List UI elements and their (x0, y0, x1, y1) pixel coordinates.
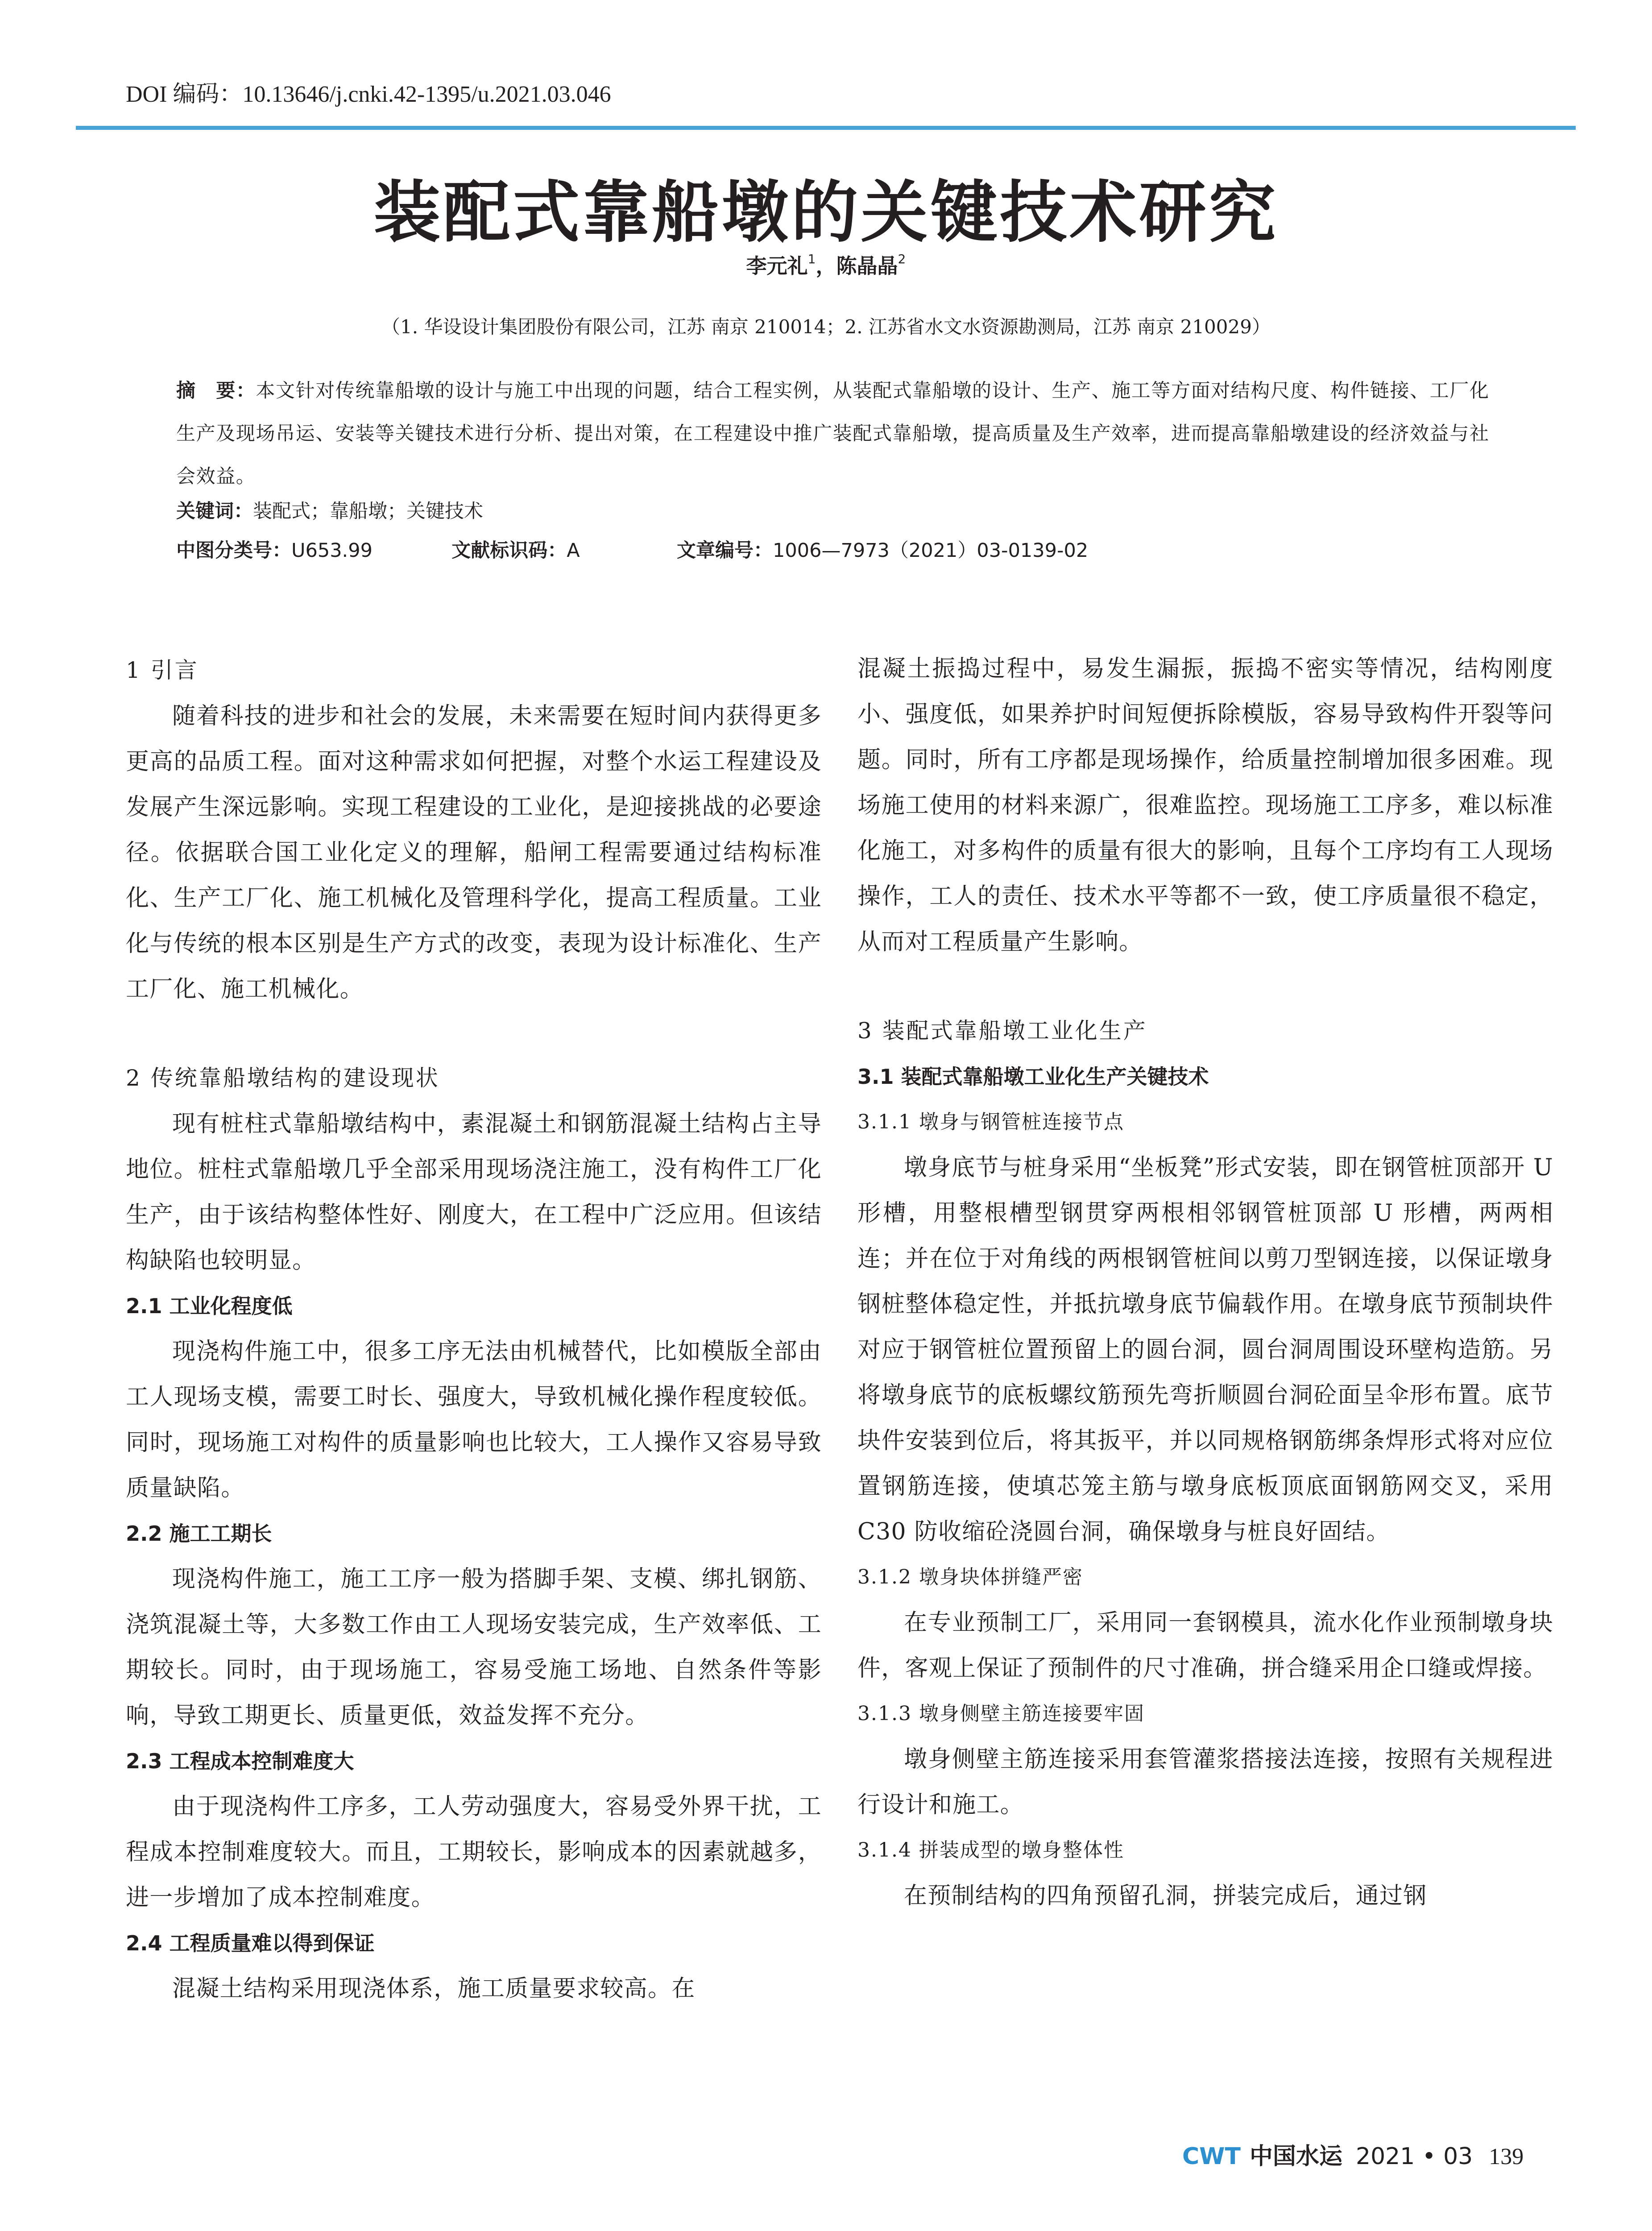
section-3-1-3-heading: 3.1.3 墩身侧壁主筋连接要牢固 (857, 1702, 1145, 1725)
author-2: 陈晶晶 (836, 254, 898, 278)
section-3-1-3-paragraph: 墩身侧壁主筋连接采用套管灌浆搭接法连接，按照有关规程进行设计和施工。 (857, 1746, 1553, 1818)
page-number: 139 (1489, 2144, 1524, 2169)
doc-code-label: 文献标识码： (451, 539, 567, 562)
left-column (126, 647, 822, 2011)
section-3-1-4-heading: 3.1.4 拼装成型的墩身整体性 (857, 1839, 1124, 1862)
right-column (857, 646, 1553, 1919)
section-2-4-heading: 2.4 工程质量难以得到保证 (126, 1931, 375, 1955)
section-2-2-heading: 2.2 施工工期长 (126, 1522, 272, 1546)
section-2-heading: 2 传统靠船墩结构的建设现状 (126, 1065, 440, 1091)
article-no-value: 1006—7973（2021）03-0139-02 (773, 539, 1089, 562)
section-3-heading: 3 装配式靠船墩工业化生产 (857, 1018, 1147, 1044)
keywords-label: 关键词： (176, 500, 253, 523)
doi-line: DOI 编码：10.13646/j.cnki.42-1395/u.2021.03.046 (126, 82, 611, 107)
keywords-line (176, 496, 483, 523)
section-3-1-1-paragraph: 墩身底节与桩身采用“坐板凳”形式安装，即在钢管桩顶部开 U 形槽，用整根槽型钢贯穿两根相邻钢管桩顶部 U 形槽，两两相连；并在位于对角线的两根钢管桩间以剪刀型钢连接，以保证墩身钢桩整体稳定性，并抵抗墩身底节偏载作用。在墩身底节预制块件对应于钢管桩位置预留上的圆台洞，圆台洞周围设环壁构造筋。另将墩身底节的底板螺纹筋预先弯折顺圆台洞砼面呈伞形布置。底节块件安装到位后，将其扳平，并以同规格钢筋绑条焊形式将对应位置钢筋连接，使填芯笼主筋与墩身底板顶底面钢筋网交叉，采用 C30 防收缩砼浇圆台洞，确保墩身与桩良好固结。 (857, 1154, 1553, 1545)
section-2-2-paragraph: 现浇构件施工，施工工序一般为搭脚手架、支模、绑扎钢筋、浇筑混凝土等，大多数工作由工人现场安装完成，生产效率低、工期较长。同时，由于现场施工，容易受施工场地、自然条件等影响，导致工期更长、质量更低，效益发挥不充分。 (126, 1566, 822, 1729)
brand-logo: CWT (1182, 2143, 1241, 2170)
section-2-3-paragraph: 由于现浇构件工序多，工人劳动强度大，容易受外界干扰，工程成本控制难度较大。而且，工期较长，影响成本的因素就越多，进一步增加了成本控制难度。 (126, 1793, 822, 1911)
section-2-paragraph: 现有桩柱式靠船墩结构中，素混凝土和钢筋混凝土结构占主导地位。桩柱式靠船墩几乎全部采用现场浇注施工，没有构件工厂化生产，由于该结构整体性好、刚度大，在工程中广泛应用。但该结构缺陷也较明显。 (126, 1111, 822, 1274)
magazine-name: 中国水运 (1250, 2143, 1343, 2170)
clc-value: U653.99 (291, 539, 373, 562)
abstract-label: 摘 要： (176, 380, 256, 402)
page-footer (1182, 2137, 1524, 2171)
section-3-1-2-heading: 3.1.2 墩身块体拼缝严密 (857, 1566, 1083, 1588)
author-1-sup: 1 (807, 252, 816, 266)
section-3-1-heading: 3.1 装配式靠船墩工业化生产关键技术 (857, 1065, 1209, 1089)
abstract-text: 本文针对传统靠船墩的设计与施工中出现的问题，结合工程实例，从装配式靠船墩的设计、生产、施工等方面对结构尺度、构件链接、工厂化生产及现场吊运、安装等关键技术进行分析、提出对策，在工程建设中推广装配式靠船墩，提高质量及生产效率，进而提高靠船墩建设的经济效益与社会效益。 (176, 380, 1490, 488)
section-3-1-1-heading: 3.1.1 墩身与钢管桩连接节点 (857, 1111, 1124, 1133)
section-1-paragraph: 随着科技的进步和社会的发展，未来需要在短时间内获得更多更高的品质工程。面对这种需求如何把握，对整个水运工程建设及发展产生深远影响。实现工程建设的工业化，是迎接挑战的必要途径。依据联合国工业化定义的理解，船闸工程需要通过结构标准化、生产工厂化、施工机械化及管理科学化，提高工程质量。工业化与传统的根本区别是生产方式的改变，表现为设计标准化、生产工厂化、施工机械化。 (126, 703, 822, 1003)
section-1-heading: 1 引言 (126, 657, 199, 683)
abstract (176, 369, 1497, 498)
section-2-1-heading: 2.1 工业化程度低 (126, 1294, 293, 1318)
doc-code-value: A (567, 539, 580, 562)
author-line (0, 250, 1652, 279)
section-2-1-paragraph: 现浇构件施工中，很多工序无法由机械替代，比如模版全部由工人现场支模，需要工时长、强度大，导致机械化操作程度较低。同时，现场施工对构件的质量影响也比较大，工人操作又容易导致质量缺陷。 (126, 1338, 822, 1501)
clc-label: 中图分类号： (176, 539, 291, 562)
affiliation: （1. 华设设计集团股份有限公司，江苏 南京 210014；2. 江苏省水文水资源勘测局，江苏 南京 210029） (381, 316, 1271, 338)
issue-number: 2021 • 03 (1356, 2143, 1473, 2170)
section-2-3-heading: 2.3 工程成本控制难度大 (126, 1749, 354, 1773)
keywords-text: 装配式；靠船墩；关键技术 (253, 500, 483, 523)
article-no-label: 文章编号： (677, 539, 773, 562)
author-separator: ， (816, 254, 836, 278)
section-2-4-paragraph: 混凝土结构采用现浇体系，施工质量要求较高。在 (172, 1975, 696, 2002)
section-2-4-continued: 混凝土振捣过程中，易发生漏振，振捣不密实等情况，结构刚度小、强度低，如果养护时间短便拆除模版，容易导致构件开裂等问题。同时，所有工序都是现场操作，给质量控制增加很多困难。现场施工使用的材料来源广，很难监控。现场施工工序多，难以标准化施工，对多构件的质量有很大的影响，且每个工序均有工人现场操作，工人的责任、技术水平等都不一致，使工序质量很不稳定，从而对工程质量产生影响。 (857, 655, 1553, 955)
author-1: 李元礼 (746, 254, 808, 278)
paper-title: 装配式靠船墩的关键技术研究 (373, 174, 1279, 252)
section-3-1-4-paragraph: 在预制结构的四角预留孔洞，拼装完成后，通过钢 (904, 1883, 1427, 1909)
section-3-1-2-paragraph: 在专业预制工厂，采用同一套钢模具，流水化作业预制墩身块件，客观上保证了预制件的尺寸准确，拼合缝采用企口缝或焊接。 (857, 1609, 1553, 1682)
author-2-sup: 2 (898, 252, 906, 266)
classification-line (176, 535, 1088, 563)
header-rule (76, 126, 1576, 130)
